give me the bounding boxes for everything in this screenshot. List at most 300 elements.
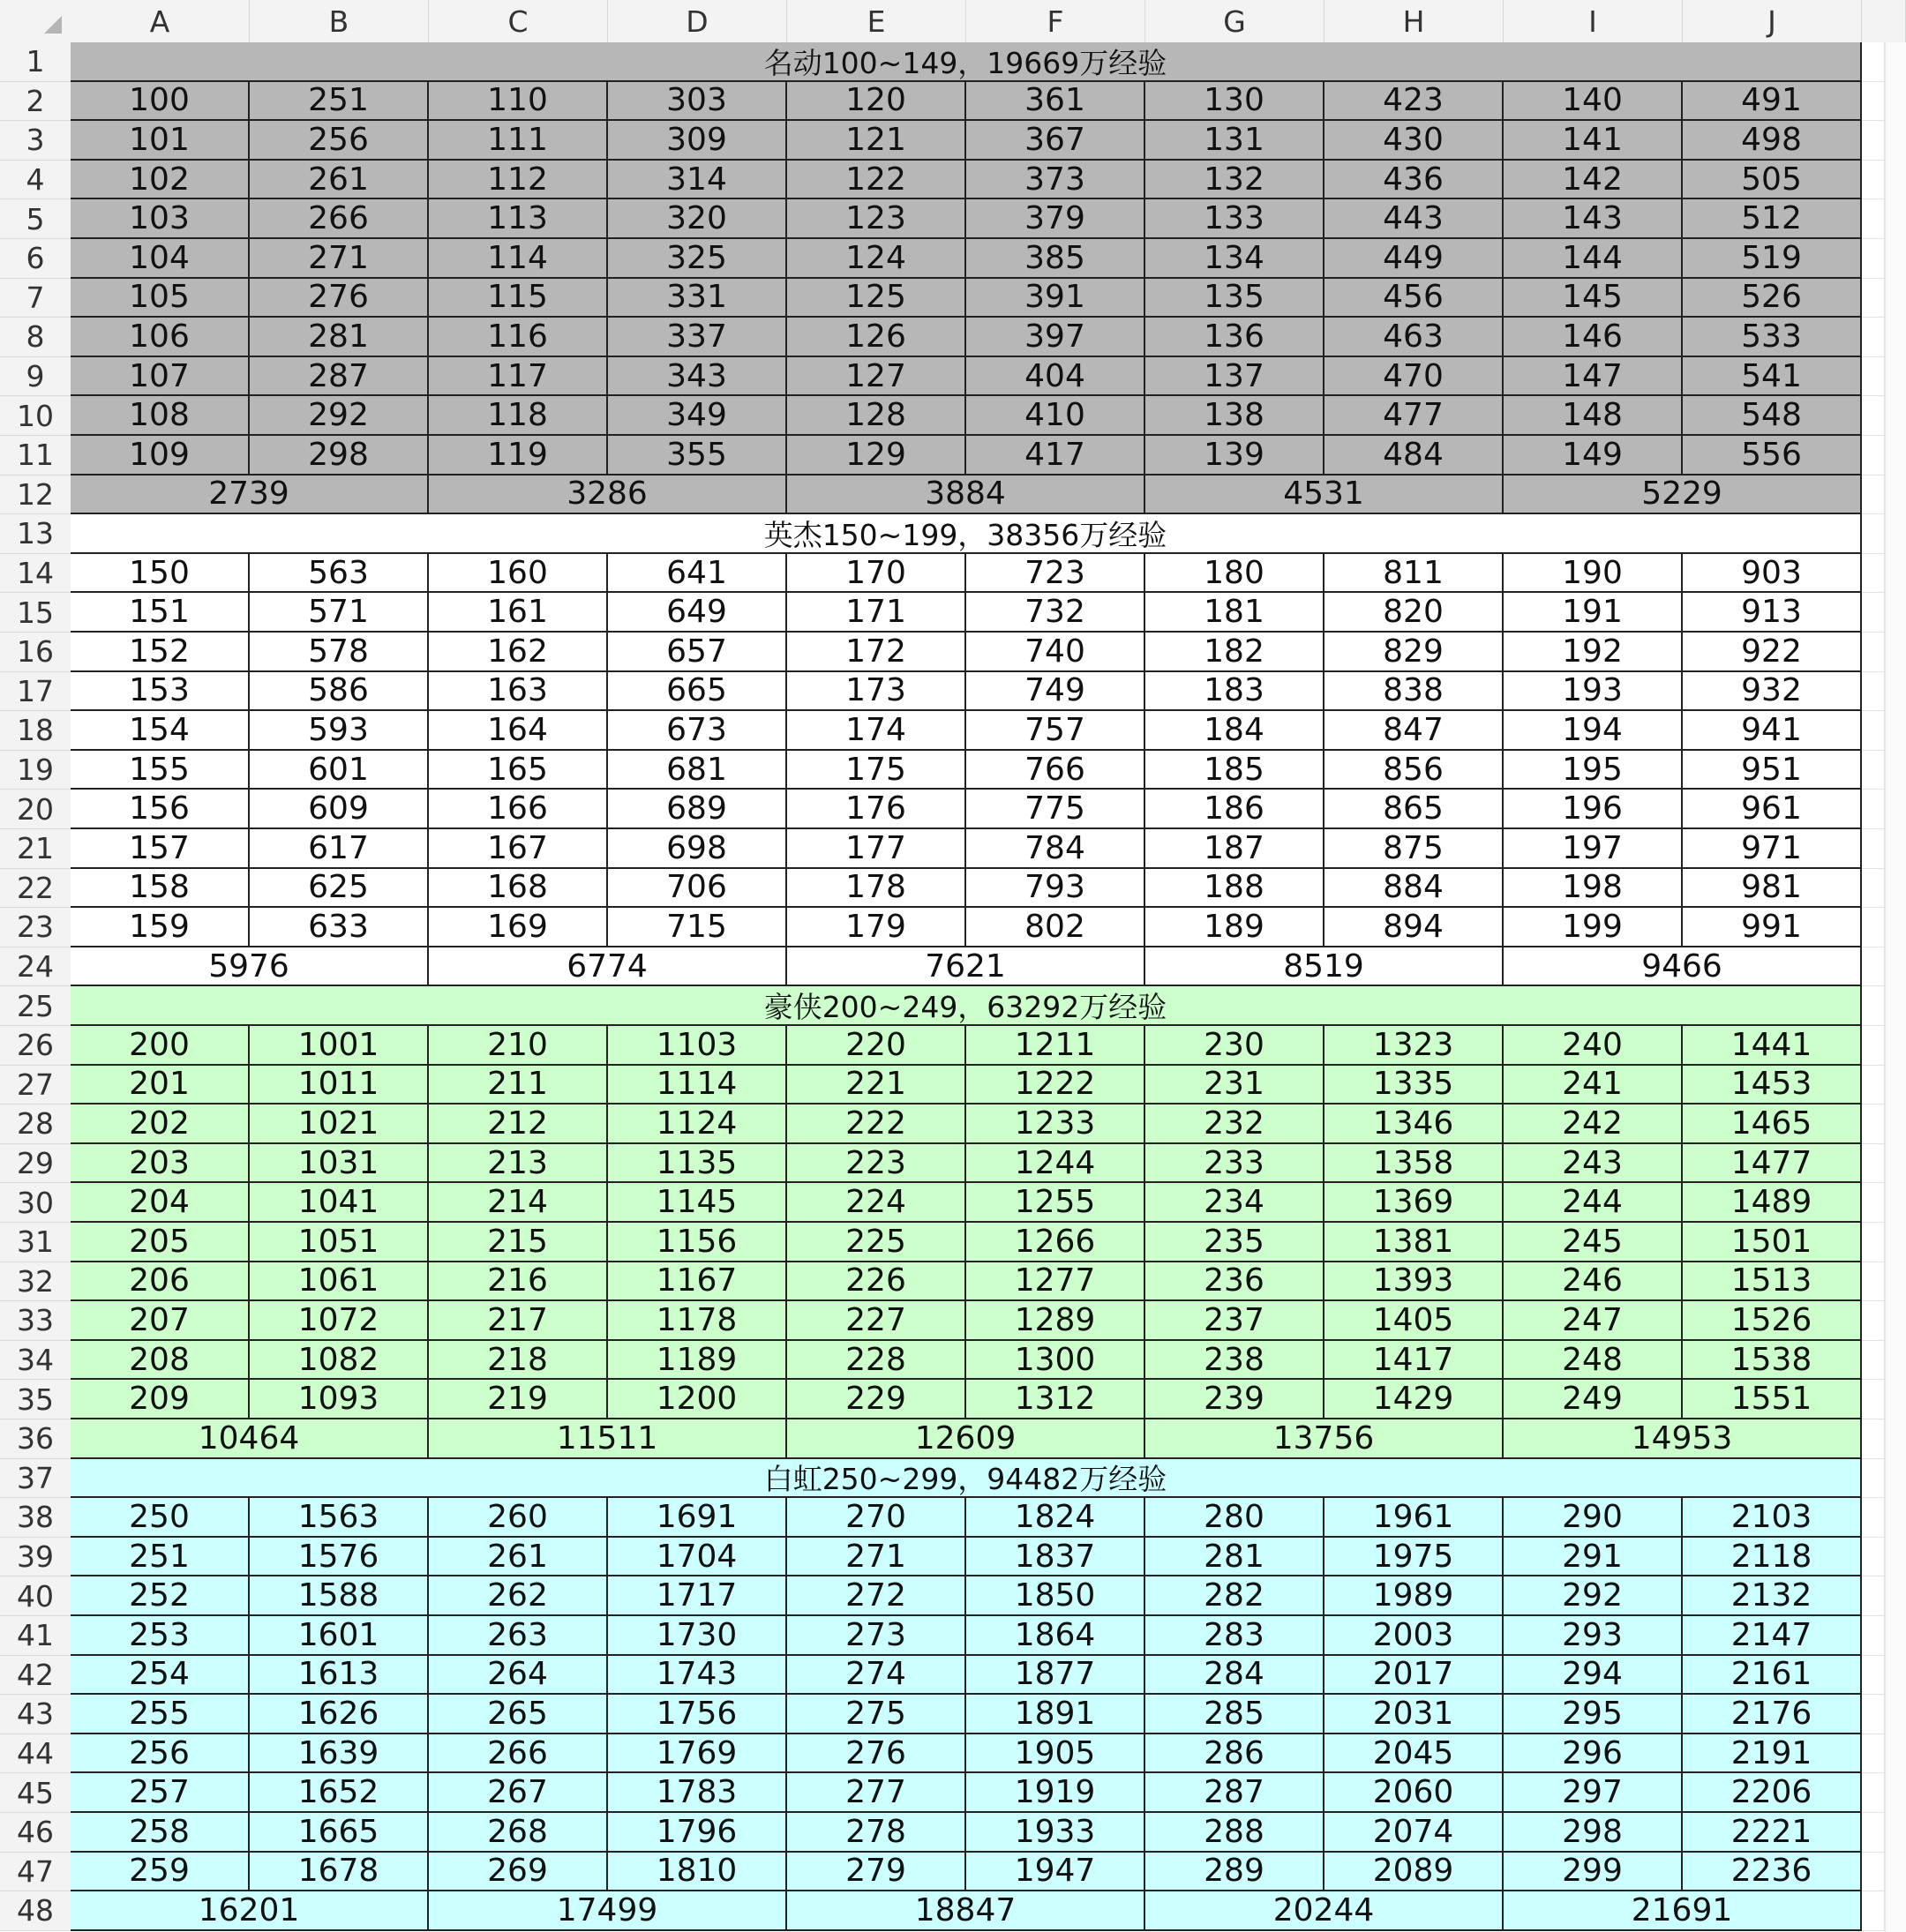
row-header-20[interactable]: 20 (0, 790, 71, 829)
cell-c[interactable]: 215 (429, 1223, 608, 1262)
cell-b[interactable]: 271 (250, 239, 429, 279)
row-header-44[interactable]: 44 (0, 1734, 71, 1774)
cell-h[interactable]: 829 (1324, 633, 1504, 672)
cell-f[interactable]: 379 (966, 199, 1145, 239)
cell-d[interactable]: 1756 (608, 1695, 787, 1734)
cell-d[interactable]: 309 (608, 121, 787, 161)
cell-b[interactable]: 1093 (250, 1380, 429, 1419)
row-header-39[interactable]: 39 (0, 1538, 71, 1577)
cell-h[interactable]: 2031 (1324, 1695, 1504, 1734)
cell-d[interactable]: 1796 (608, 1813, 787, 1853)
empty-cell[interactable] (1862, 161, 1885, 200)
cell-j[interactable]: 991 (1683, 908, 1862, 947)
cell-g[interactable]: 283 (1145, 1616, 1324, 1656)
cell-j[interactable]: 1477 (1683, 1144, 1862, 1184)
cell-d[interactable]: 1145 (608, 1183, 787, 1223)
cell-j[interactable]: 2221 (1683, 1813, 1862, 1853)
empty-cell[interactable] (1862, 790, 1885, 829)
empty-cell[interactable] (1862, 1026, 1885, 1066)
cell-e[interactable]: 178 (787, 869, 966, 909)
cell-b[interactable]: 276 (250, 279, 429, 318)
cell-d[interactable]: 325 (608, 239, 787, 279)
empty-cell[interactable] (1862, 1105, 1885, 1144)
row-header-46[interactable]: 46 (0, 1813, 71, 1853)
cell-j[interactable]: 2118 (1683, 1538, 1862, 1577)
cell-c[interactable]: 261 (429, 1538, 608, 1577)
column-header-h[interactable]: H (1324, 0, 1504, 42)
cell-g[interactable]: 131 (1145, 121, 1324, 161)
section-title[interactable]: 白虹250~299，94482万经验 (71, 1459, 1862, 1499)
empty-cell[interactable] (1862, 908, 1885, 947)
cell-i[interactable]: 243 (1504, 1144, 1683, 1184)
row-header-42[interactable]: 42 (0, 1656, 71, 1696)
cell-j[interactable]: 519 (1683, 239, 1862, 279)
empty-cell[interactable] (1862, 711, 1885, 751)
cell-h[interactable]: 820 (1324, 593, 1504, 633)
cell-f[interactable]: 802 (966, 908, 1145, 947)
cell-h[interactable]: 436 (1324, 161, 1504, 200)
cell-i[interactable]: 144 (1504, 239, 1683, 279)
cell-h[interactable]: 1429 (1324, 1380, 1504, 1419)
cell-i[interactable]: 296 (1504, 1734, 1683, 1774)
empty-cell[interactable] (1862, 1380, 1885, 1419)
cell-e[interactable]: 175 (787, 751, 966, 790)
empty-cell[interactable] (1862, 436, 1885, 476)
cell-j[interactable]: 2161 (1683, 1656, 1862, 1696)
empty-cell[interactable] (1862, 396, 1885, 436)
cell-h[interactable]: 811 (1324, 554, 1504, 594)
cell-g[interactable]: 130 (1145, 82, 1324, 122)
cell-g[interactable]: 237 (1145, 1301, 1324, 1341)
cell-j[interactable]: 498 (1683, 121, 1862, 161)
row-header-1[interactable]: 1 (0, 42, 71, 82)
cell-a[interactable]: 250 (71, 1498, 250, 1538)
empty-cell[interactable] (1862, 751, 1885, 790)
cell-g[interactable]: 182 (1145, 633, 1324, 672)
cell-f[interactable]: 397 (966, 318, 1145, 357)
cell-f[interactable]: 1233 (966, 1105, 1145, 1144)
cell-d[interactable]: 689 (608, 790, 787, 829)
cell-g[interactable]: 136 (1145, 318, 1324, 357)
cell-j[interactable]: 548 (1683, 396, 1862, 436)
total-cell[interactable]: 20244 (1145, 1891, 1504, 1931)
cell-c[interactable]: 110 (429, 82, 608, 122)
empty-cell[interactable] (1862, 869, 1885, 909)
cell-d[interactable]: 320 (608, 199, 787, 239)
empty-cell[interactable] (1862, 1341, 1885, 1381)
cell-c[interactable]: 116 (429, 318, 608, 357)
cell-i[interactable]: 297 (1504, 1773, 1683, 1813)
cell-e[interactable]: 174 (787, 711, 966, 751)
cell-f[interactable]: 1289 (966, 1301, 1145, 1341)
cell-j[interactable]: 1441 (1683, 1026, 1862, 1066)
cell-d[interactable]: 1156 (608, 1223, 787, 1262)
cell-e[interactable]: 227 (787, 1301, 966, 1341)
empty-cell[interactable] (1862, 633, 1885, 672)
row-header-9[interactable]: 9 (0, 357, 71, 397)
cell-i[interactable]: 244 (1504, 1183, 1683, 1223)
cell-a[interactable]: 259 (71, 1853, 250, 1892)
cell-g[interactable]: 181 (1145, 593, 1324, 633)
cell-e[interactable]: 221 (787, 1066, 966, 1105)
cell-g[interactable]: 132 (1145, 161, 1324, 200)
cell-j[interactable]: 951 (1683, 751, 1862, 790)
cell-d[interactable]: 1743 (608, 1656, 787, 1696)
cell-b[interactable]: 609 (250, 790, 429, 829)
cell-g[interactable]: 234 (1145, 1183, 1324, 1223)
cell-b[interactable]: 593 (250, 711, 429, 751)
cell-i[interactable]: 191 (1504, 593, 1683, 633)
section-title[interactable]: 豪侠200~249，63292万经验 (71, 986, 1862, 1026)
row-header-37[interactable]: 37 (0, 1459, 71, 1499)
cell-f[interactable]: 1824 (966, 1498, 1145, 1538)
cell-d[interactable]: 1691 (608, 1498, 787, 1538)
cell-f[interactable]: 1222 (966, 1066, 1145, 1105)
row-header-38[interactable]: 38 (0, 1498, 71, 1538)
cell-i[interactable]: 240 (1504, 1026, 1683, 1066)
cell-c[interactable]: 160 (429, 554, 608, 594)
total-cell[interactable]: 18847 (787, 1891, 1145, 1931)
cell-i[interactable]: 190 (1504, 554, 1683, 594)
cell-a[interactable]: 255 (71, 1695, 250, 1734)
cell-d[interactable]: 1717 (608, 1576, 787, 1616)
cell-a[interactable]: 108 (71, 396, 250, 436)
cell-f[interactable]: 775 (966, 790, 1145, 829)
cell-j[interactable]: 1551 (1683, 1380, 1862, 1419)
cell-e[interactable]: 171 (787, 593, 966, 633)
row-header-26[interactable]: 26 (0, 1026, 71, 1066)
cell-e[interactable]: 122 (787, 161, 966, 200)
cell-d[interactable]: 314 (608, 161, 787, 200)
row-header-28[interactable]: 28 (0, 1105, 71, 1144)
cell-g[interactable]: 186 (1145, 790, 1324, 829)
cell-i[interactable]: 149 (1504, 436, 1683, 476)
cell-b[interactable]: 251 (250, 82, 429, 122)
row-header-36[interactable]: 36 (0, 1419, 71, 1459)
row-header-31[interactable]: 31 (0, 1223, 71, 1262)
cell-g[interactable]: 236 (1145, 1262, 1324, 1302)
cell-f[interactable]: 757 (966, 711, 1145, 751)
cell-b[interactable]: 586 (250, 672, 429, 712)
row-header-5[interactable]: 5 (0, 199, 71, 239)
cell-g[interactable]: 187 (1145, 829, 1324, 869)
row-header-15[interactable]: 15 (0, 593, 71, 633)
cell-g[interactable]: 287 (1145, 1773, 1324, 1813)
row-header-22[interactable]: 22 (0, 869, 71, 909)
empty-cell[interactable] (1862, 1301, 1885, 1341)
cell-i[interactable]: 140 (1504, 82, 1683, 122)
cell-c[interactable]: 165 (429, 751, 608, 790)
cell-b[interactable]: 1082 (250, 1341, 429, 1381)
cell-e[interactable]: 229 (787, 1380, 966, 1419)
total-cell[interactable]: 11511 (429, 1419, 787, 1459)
total-cell[interactable]: 21691 (1504, 1891, 1862, 1931)
cell-e[interactable]: 276 (787, 1734, 966, 1774)
cell-e[interactable]: 121 (787, 121, 966, 161)
cell-g[interactable]: 235 (1145, 1223, 1324, 1262)
cell-h[interactable]: 477 (1324, 396, 1504, 436)
column-header-d[interactable]: D (608, 0, 787, 42)
cell-j[interactable]: 541 (1683, 357, 1862, 397)
cell-b[interactable]: 1665 (250, 1813, 429, 1853)
cell-a[interactable]: 258 (71, 1813, 250, 1853)
cell-d[interactable]: 715 (608, 908, 787, 947)
empty-cell[interactable] (1862, 121, 1885, 161)
cell-f[interactable]: 1947 (966, 1853, 1145, 1892)
cell-c[interactable]: 210 (429, 1026, 608, 1066)
cell-h[interactable]: 456 (1324, 279, 1504, 318)
cell-e[interactable]: 224 (787, 1183, 966, 1223)
cell-c[interactable]: 163 (429, 672, 608, 712)
cell-a[interactable]: 102 (71, 161, 250, 200)
cell-j[interactable]: 505 (1683, 161, 1862, 200)
row-header-24[interactable]: 24 (0, 947, 71, 987)
cell-h[interactable]: 1381 (1324, 1223, 1504, 1262)
cell-e[interactable]: 275 (787, 1695, 966, 1734)
cell-h[interactable]: 1358 (1324, 1144, 1504, 1184)
cell-i[interactable]: 196 (1504, 790, 1683, 829)
cell-e[interactable]: 124 (787, 239, 966, 279)
cell-b[interactable]: 266 (250, 199, 429, 239)
row-header-18[interactable]: 18 (0, 711, 71, 751)
cell-b[interactable]: 1639 (250, 1734, 429, 1774)
cell-h[interactable]: 470 (1324, 357, 1504, 397)
cell-d[interactable]: 349 (608, 396, 787, 436)
cell-j[interactable]: 491 (1683, 82, 1862, 122)
empty-cell[interactable] (1862, 1576, 1885, 1616)
cell-f[interactable]: 391 (966, 279, 1145, 318)
cell-c[interactable]: 112 (429, 161, 608, 200)
cell-g[interactable]: 238 (1145, 1341, 1324, 1381)
cell-j[interactable]: 981 (1683, 869, 1862, 909)
cell-g[interactable]: 231 (1145, 1066, 1324, 1105)
cell-i[interactable]: 147 (1504, 357, 1683, 397)
empty-cell[interactable] (1862, 1459, 1885, 1499)
cell-f[interactable]: 793 (966, 869, 1145, 909)
column-header-a[interactable]: A (71, 0, 250, 42)
cell-d[interactable]: 649 (608, 593, 787, 633)
cell-b[interactable]: 292 (250, 396, 429, 436)
row-header-21[interactable]: 21 (0, 829, 71, 869)
cell-j[interactable]: 1501 (1683, 1223, 1862, 1262)
total-cell[interactable]: 4531 (1145, 476, 1504, 515)
cell-j[interactable]: 1513 (1683, 1262, 1862, 1302)
column-header-f[interactable]: F (966, 0, 1145, 42)
cell-h[interactable]: 1346 (1324, 1105, 1504, 1144)
cell-c[interactable]: 114 (429, 239, 608, 279)
cell-d[interactable]: 1810 (608, 1853, 787, 1892)
cell-b[interactable]: 1021 (250, 1105, 429, 1144)
cell-i[interactable]: 242 (1504, 1105, 1683, 1144)
cell-f[interactable]: 1877 (966, 1656, 1145, 1696)
cell-b[interactable]: 1652 (250, 1773, 429, 1813)
total-cell[interactable]: 6774 (429, 947, 787, 987)
cell-g[interactable]: 180 (1145, 554, 1324, 594)
cell-c[interactable]: 115 (429, 279, 608, 318)
cell-i[interactable]: 293 (1504, 1616, 1683, 1656)
cell-h[interactable]: 884 (1324, 869, 1504, 909)
cell-a[interactable]: 106 (71, 318, 250, 357)
cell-a[interactable]: 251 (71, 1538, 250, 1577)
cell-j[interactable]: 2191 (1683, 1734, 1862, 1774)
cell-e[interactable]: 128 (787, 396, 966, 436)
cell-c[interactable]: 117 (429, 357, 608, 397)
cell-h[interactable]: 423 (1324, 82, 1504, 122)
cell-b[interactable]: 1051 (250, 1223, 429, 1262)
cell-c[interactable]: 262 (429, 1576, 608, 1616)
empty-cell[interactable] (1862, 239, 1885, 279)
column-header-i[interactable]: I (1504, 0, 1683, 42)
row-header-45[interactable]: 45 (0, 1773, 71, 1813)
cell-i[interactable]: 241 (1504, 1066, 1683, 1105)
empty-cell[interactable] (1862, 593, 1885, 633)
row-header-19[interactable]: 19 (0, 751, 71, 790)
cell-f[interactable]: 732 (966, 593, 1145, 633)
cell-i[interactable]: 295 (1504, 1695, 1683, 1734)
cell-e[interactable]: 278 (787, 1813, 966, 1853)
row-header-48[interactable]: 48 (0, 1891, 71, 1931)
cell-e[interactable]: 129 (787, 436, 966, 476)
section-title[interactable]: 名动100~149，19669万经验 (71, 42, 1862, 82)
cell-c[interactable]: 219 (429, 1380, 608, 1419)
row-header-23[interactable]: 23 (0, 908, 71, 947)
cell-d[interactable]: 1114 (608, 1066, 787, 1105)
row-header-17[interactable]: 17 (0, 672, 71, 712)
row-header-8[interactable]: 8 (0, 318, 71, 357)
cell-h[interactable]: 443 (1324, 199, 1504, 239)
cell-b[interactable]: 1031 (250, 1144, 429, 1184)
total-cell[interactable]: 3884 (787, 476, 1145, 515)
cell-a[interactable]: 103 (71, 199, 250, 239)
cell-i[interactable]: 195 (1504, 751, 1683, 790)
cell-c[interactable]: 168 (429, 869, 608, 909)
cell-j[interactable]: 1453 (1683, 1066, 1862, 1105)
cell-e[interactable]: 170 (787, 554, 966, 594)
cell-c[interactable]: 216 (429, 1262, 608, 1302)
row-header-47[interactable]: 47 (0, 1853, 71, 1892)
empty-cell[interactable] (1862, 1853, 1885, 1892)
cell-h[interactable]: 838 (1324, 672, 1504, 712)
cell-i[interactable]: 245 (1504, 1223, 1683, 1262)
empty-cell[interactable] (1862, 318, 1885, 357)
empty-cell[interactable] (1862, 1616, 1885, 1656)
cell-e[interactable]: 222 (787, 1105, 966, 1144)
cell-f[interactable]: 1312 (966, 1380, 1145, 1419)
total-cell[interactable]: 2739 (71, 476, 429, 515)
cell-e[interactable]: 125 (787, 279, 966, 318)
cell-a[interactable]: 207 (71, 1301, 250, 1341)
cell-a[interactable]: 205 (71, 1223, 250, 1262)
cell-i[interactable]: 299 (1504, 1853, 1683, 1892)
total-cell[interactable]: 3286 (429, 476, 787, 515)
cell-f[interactable]: 1266 (966, 1223, 1145, 1262)
cell-i[interactable]: 197 (1504, 829, 1683, 869)
cell-d[interactable]: 303 (608, 82, 787, 122)
cell-c[interactable]: 166 (429, 790, 608, 829)
cell-i[interactable]: 145 (1504, 279, 1683, 318)
cell-d[interactable]: 1124 (608, 1105, 787, 1144)
cell-h[interactable]: 2074 (1324, 1813, 1504, 1853)
empty-cell[interactable] (1862, 1498, 1885, 1538)
cell-a[interactable]: 151 (71, 593, 250, 633)
cell-d[interactable]: 1704 (608, 1538, 787, 1577)
cell-e[interactable]: 270 (787, 1498, 966, 1538)
row-header-4[interactable]: 4 (0, 161, 71, 200)
cell-g[interactable]: 289 (1145, 1853, 1324, 1892)
cell-h[interactable]: 2045 (1324, 1734, 1504, 1774)
cell-c[interactable]: 267 (429, 1773, 608, 1813)
row-header-30[interactable]: 30 (0, 1183, 71, 1223)
cell-b[interactable]: 281 (250, 318, 429, 357)
cell-b[interactable]: 1678 (250, 1853, 429, 1892)
cell-d[interactable]: 665 (608, 672, 787, 712)
row-header-16[interactable]: 16 (0, 633, 71, 672)
total-cell[interactable]: 14953 (1504, 1419, 1862, 1459)
total-cell[interactable]: 9466 (1504, 947, 1862, 987)
cell-f[interactable]: 417 (966, 436, 1145, 476)
cell-h[interactable]: 1961 (1324, 1498, 1504, 1538)
empty-cell[interactable] (1862, 1695, 1885, 1734)
cell-b[interactable]: 1626 (250, 1695, 429, 1734)
cell-a[interactable]: 154 (71, 711, 250, 751)
cell-d[interactable]: 1730 (608, 1616, 787, 1656)
cell-c[interactable]: 211 (429, 1066, 608, 1105)
cell-b[interactable]: 578 (250, 633, 429, 672)
cell-g[interactable]: 280 (1145, 1498, 1324, 1538)
cell-c[interactable]: 264 (429, 1656, 608, 1696)
cell-c[interactable]: 212 (429, 1105, 608, 1144)
cell-d[interactable]: 681 (608, 751, 787, 790)
cell-e[interactable]: 179 (787, 908, 966, 947)
empty-cell[interactable] (1862, 947, 1885, 987)
empty-cell[interactable] (1862, 1656, 1885, 1696)
cell-f[interactable]: 740 (966, 633, 1145, 672)
cell-f[interactable]: 766 (966, 751, 1145, 790)
cell-f[interactable]: 784 (966, 829, 1145, 869)
cell-a[interactable]: 202 (71, 1105, 250, 1144)
cell-c[interactable]: 213 (429, 1144, 608, 1184)
column-header-j[interactable]: J (1683, 0, 1862, 42)
row-header-2[interactable]: 2 (0, 82, 71, 122)
cell-a[interactable]: 155 (71, 751, 250, 790)
cell-a[interactable]: 105 (71, 279, 250, 318)
cell-g[interactable]: 134 (1145, 239, 1324, 279)
cell-c[interactable]: 268 (429, 1813, 608, 1853)
cell-f[interactable]: 1277 (966, 1262, 1145, 1302)
cell-b[interactable]: 1576 (250, 1538, 429, 1577)
cell-b[interactable]: 1011 (250, 1066, 429, 1105)
row-header-35[interactable]: 35 (0, 1380, 71, 1419)
cell-j[interactable]: 941 (1683, 711, 1862, 751)
cell-f[interactable]: 1837 (966, 1538, 1145, 1577)
column-header-extra[interactable] (1862, 0, 1906, 42)
cell-g[interactable]: 232 (1145, 1105, 1324, 1144)
column-header-g[interactable]: G (1145, 0, 1324, 42)
empty-cell[interactable] (1862, 279, 1885, 318)
cell-e[interactable]: 226 (787, 1262, 966, 1302)
cell-a[interactable]: 101 (71, 121, 250, 161)
empty-cell[interactable] (1862, 1262, 1885, 1302)
cell-a[interactable]: 253 (71, 1616, 250, 1656)
cell-f[interactable]: 723 (966, 554, 1145, 594)
cell-e[interactable]: 274 (787, 1656, 966, 1696)
cell-d[interactable]: 1167 (608, 1262, 787, 1302)
cell-g[interactable]: 184 (1145, 711, 1324, 751)
cell-f[interactable]: 1211 (966, 1026, 1145, 1066)
cell-e[interactable]: 177 (787, 829, 966, 869)
cell-e[interactable]: 120 (787, 82, 966, 122)
cell-f[interactable]: 1255 (966, 1183, 1145, 1223)
